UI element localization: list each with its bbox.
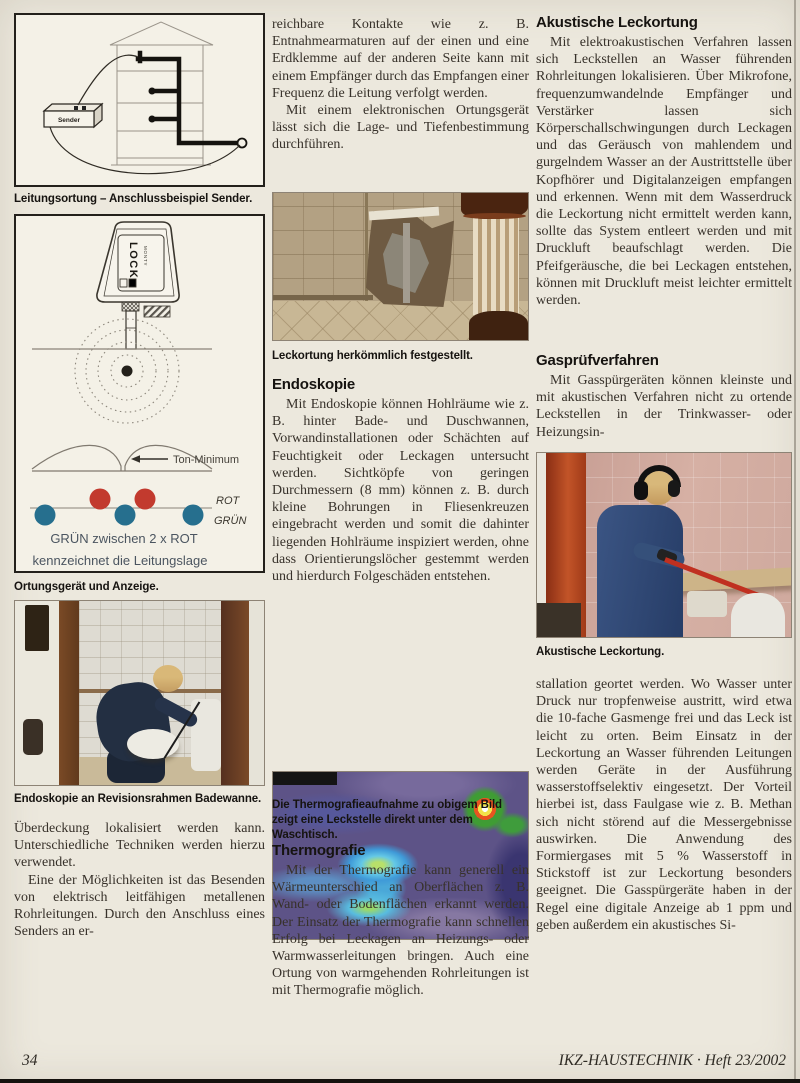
middle-column-text-top xyxy=(272,16,529,154)
device-brand-label: LOCK xyxy=(127,242,139,280)
heading-gaspruefverfahren: Gasprüfverfahren xyxy=(536,352,659,369)
thermal-image-artifact xyxy=(273,772,337,785)
ton-minimum-label: Ton-Minimum xyxy=(173,454,240,466)
thermografie-text xyxy=(272,862,529,1000)
locator-device xyxy=(97,222,179,349)
washbasin-pedestal xyxy=(473,217,519,315)
page-number: 34 xyxy=(22,1052,38,1069)
exposed-pipe xyxy=(403,223,410,303)
device-model-label: MONTY xyxy=(143,246,148,267)
gruen-dot xyxy=(35,505,56,526)
scan-edge-bottom xyxy=(0,1079,800,1083)
outer-wall xyxy=(249,601,265,786)
paragraph: Mit Gasspürgeräten können kleinste und mit akustischen Verfahren nicht zu ortende Leckstellen in der Trinkwasser- oder Heizungsin- xyxy=(536,373,792,440)
sender-diagram-drawing xyxy=(16,15,263,185)
door-frame-right xyxy=(221,601,249,786)
buried-pipe-dot xyxy=(122,366,133,377)
paragraph: Eine der Möglichkeiten ist das Besenden von elektrisch leitfähigen metallenen Rohrleitungen. Durch den Anschluss eines Senders an er- xyxy=(14,872,265,940)
right-column xyxy=(536,0,792,1079)
technician-body xyxy=(597,505,683,638)
sender-box xyxy=(44,104,102,127)
door-hinge xyxy=(23,719,43,755)
left-column xyxy=(14,0,265,1079)
device-probe-rod xyxy=(126,311,136,349)
paragraph: Mit der Thermografie kann generell ein Wärmeunterschied an Oberflächen z. B. Wand- oder Bodenflächen erkannt werden. Der Einsatz der Thermografie kann schnellen Erfolg bei Leckagen an Heizungs- oder Warmwasserleitungen bringen. Auch eine Ortung von warmgehenden Rohrleitungen ist mit Thermografie möglich. xyxy=(272,863,529,999)
figure-locator-diagram xyxy=(14,214,265,573)
gas-text-part1 xyxy=(536,372,792,441)
paragraph: stallation geortet werden. Wo Wasser unter Druck nur tropfenweise austritt, wird etwa die 10-fache Gasmenge frei und das Leck ist leicht zu orten. Beim Einsatz in der Leckortung an Wasser führenden Leitungen werden Geräte in der Ausführung wasserstoffselektiv eingesetzt. Der Vorteil hierbei ist, dass Faulgase wie z. B. Methan sich nicht störend auf die Messergebnisse auswirken. Die Anwendung des Formiergases mit 5 % Wasserstoff in Stickstoff ist zur Leckortung besonders geeignet. Die Gasspürgeräte haben in der Regel eine digitale Anzeige ab 1 ppm und geben außerdem ein akustisches Si- xyxy=(536,677,792,933)
rot-dot xyxy=(90,489,111,510)
photo-akustische-leckortung xyxy=(536,452,792,638)
middle-column xyxy=(272,0,529,1079)
left-column-text xyxy=(14,820,265,940)
door-hardware xyxy=(25,605,49,651)
gruen-dot xyxy=(115,505,136,526)
gruen-dot xyxy=(183,505,204,526)
thermal-image-caption: Die Thermografieaufnahme zu obigem Bild zeigt eine Leckstelle direkt unter dem Waschtisch. xyxy=(272,799,502,841)
headphone-earcup xyxy=(634,481,648,500)
toilet xyxy=(731,593,785,638)
photo-leckortung-caption: Leckortung herkömmlich festgestellt. xyxy=(272,350,473,362)
indicator-dots xyxy=(35,489,204,526)
paragraph: reichbare Kontakte wie z. B. Entnahmearmaturen auf der einen und eine Erdklemme auf der anderen Seite kann mit einem Empfänger durch das Empfangen einer Frequenz die Leitung verfolgt werden. xyxy=(272,17,529,101)
scan-edge-right xyxy=(794,0,796,1083)
gas-text-part2 xyxy=(536,676,792,934)
rot-axis-label: ROT xyxy=(216,495,240,507)
figure-locator-caption: Ortungsgerät und Anzeige. xyxy=(14,581,159,593)
journal-issue-label: IKZ-HAUSTECHNIK · Heft 23/2002 xyxy=(558,1052,786,1069)
headphone-earcup xyxy=(668,480,680,497)
shadowed-floor xyxy=(537,603,581,638)
photo-leckortung xyxy=(272,192,529,341)
door-frame-left xyxy=(59,601,79,786)
pedestal-base xyxy=(469,311,528,341)
pipe-run xyxy=(138,53,238,143)
endoskopie-text xyxy=(272,396,529,585)
washbasin-rim xyxy=(463,213,526,219)
device-bracket xyxy=(144,306,170,317)
legend-line1: GRÜN zwischen 2 x ROT xyxy=(50,531,198,546)
paragraph: Mit Endoskopie können Hohlräume wie z. B. hinter Bade- und Duschwannen, Vorwandinstallationen oder Schächten auf Feuchtigkeit oder Leckagen untersucht werden. Sichtköpfe von geringen Durchmessern (8 mm) können z. B. durch kleine Bohrungen in Fliesenkreuzen eingebracht werden und somit die dahinter liegenden Hohlräume inspiziert werden, ohne dass Orientierungslöcher gestemmt werden und hierdurch Folgeschäden entstehen. xyxy=(272,397,529,585)
legend-line2: kennzeichnet die Leitungslage xyxy=(32,553,208,568)
rot-dot xyxy=(135,489,156,510)
technician-head xyxy=(153,665,183,692)
heading-endoskopie: Endoskopie xyxy=(272,376,356,393)
paragraph: Mit elektroakustischen Verfahren lassen sich Leckstellen an Wasser führenden Rohrleitungen lokalisieren. Über Mikrofone, frequenzumwandelnde Empfänger und Verstärker lassen sich Körperschallschwingungen durch Leckagen und das Geräusch von mahlendem und gurgelndem Wasser an der Austrittstelle über Kopfhörer und Digitalanzeigen empfangen und erkennen. Wenn mit dem Wasserdruck die Leckortung nicht ermittelt werden kann, sollte das System entleert werden und mit Druckluft beaufschlagt werden. Die Pfeifgeräusche, die bei Leckagen entstehen, können mit Druckluft meist leichter ermittelt werden. xyxy=(536,35,792,309)
photo-akustische-caption: Akustische Leckortung. xyxy=(536,646,665,658)
photo-endoskopie-caption: Endoskopie an Revisionsrahmen Badewanne. xyxy=(14,793,262,805)
paragraph: Mit einem elektronischen Ortungsgerät lässt sich die Lage- und Tiefenbestimmung durchführen. xyxy=(272,103,529,153)
locator-diagram-drawing xyxy=(16,216,263,571)
gruen-axis-label: GRÜN xyxy=(214,515,247,527)
figure-sender-diagram xyxy=(14,13,265,187)
paragraph: Überdeckung lokalisiert werden kann. Unterschiedliche Techniken werden hierzu verwendet. xyxy=(14,821,265,871)
figure-sender-caption: Leitungsortung – Anschlussbeispiel Sender. xyxy=(14,193,253,205)
heading-akustische-leckortung: Akustische Leckortung xyxy=(536,14,698,31)
photo-endoskopie xyxy=(14,600,265,786)
wall-fixture xyxy=(687,591,727,617)
heading-thermografie: Thermografie xyxy=(272,842,366,859)
sender-label: Sender xyxy=(57,117,81,124)
akustisch-text xyxy=(536,34,792,309)
skirting-board xyxy=(273,295,373,300)
ton-minimum-annotation xyxy=(131,454,239,466)
